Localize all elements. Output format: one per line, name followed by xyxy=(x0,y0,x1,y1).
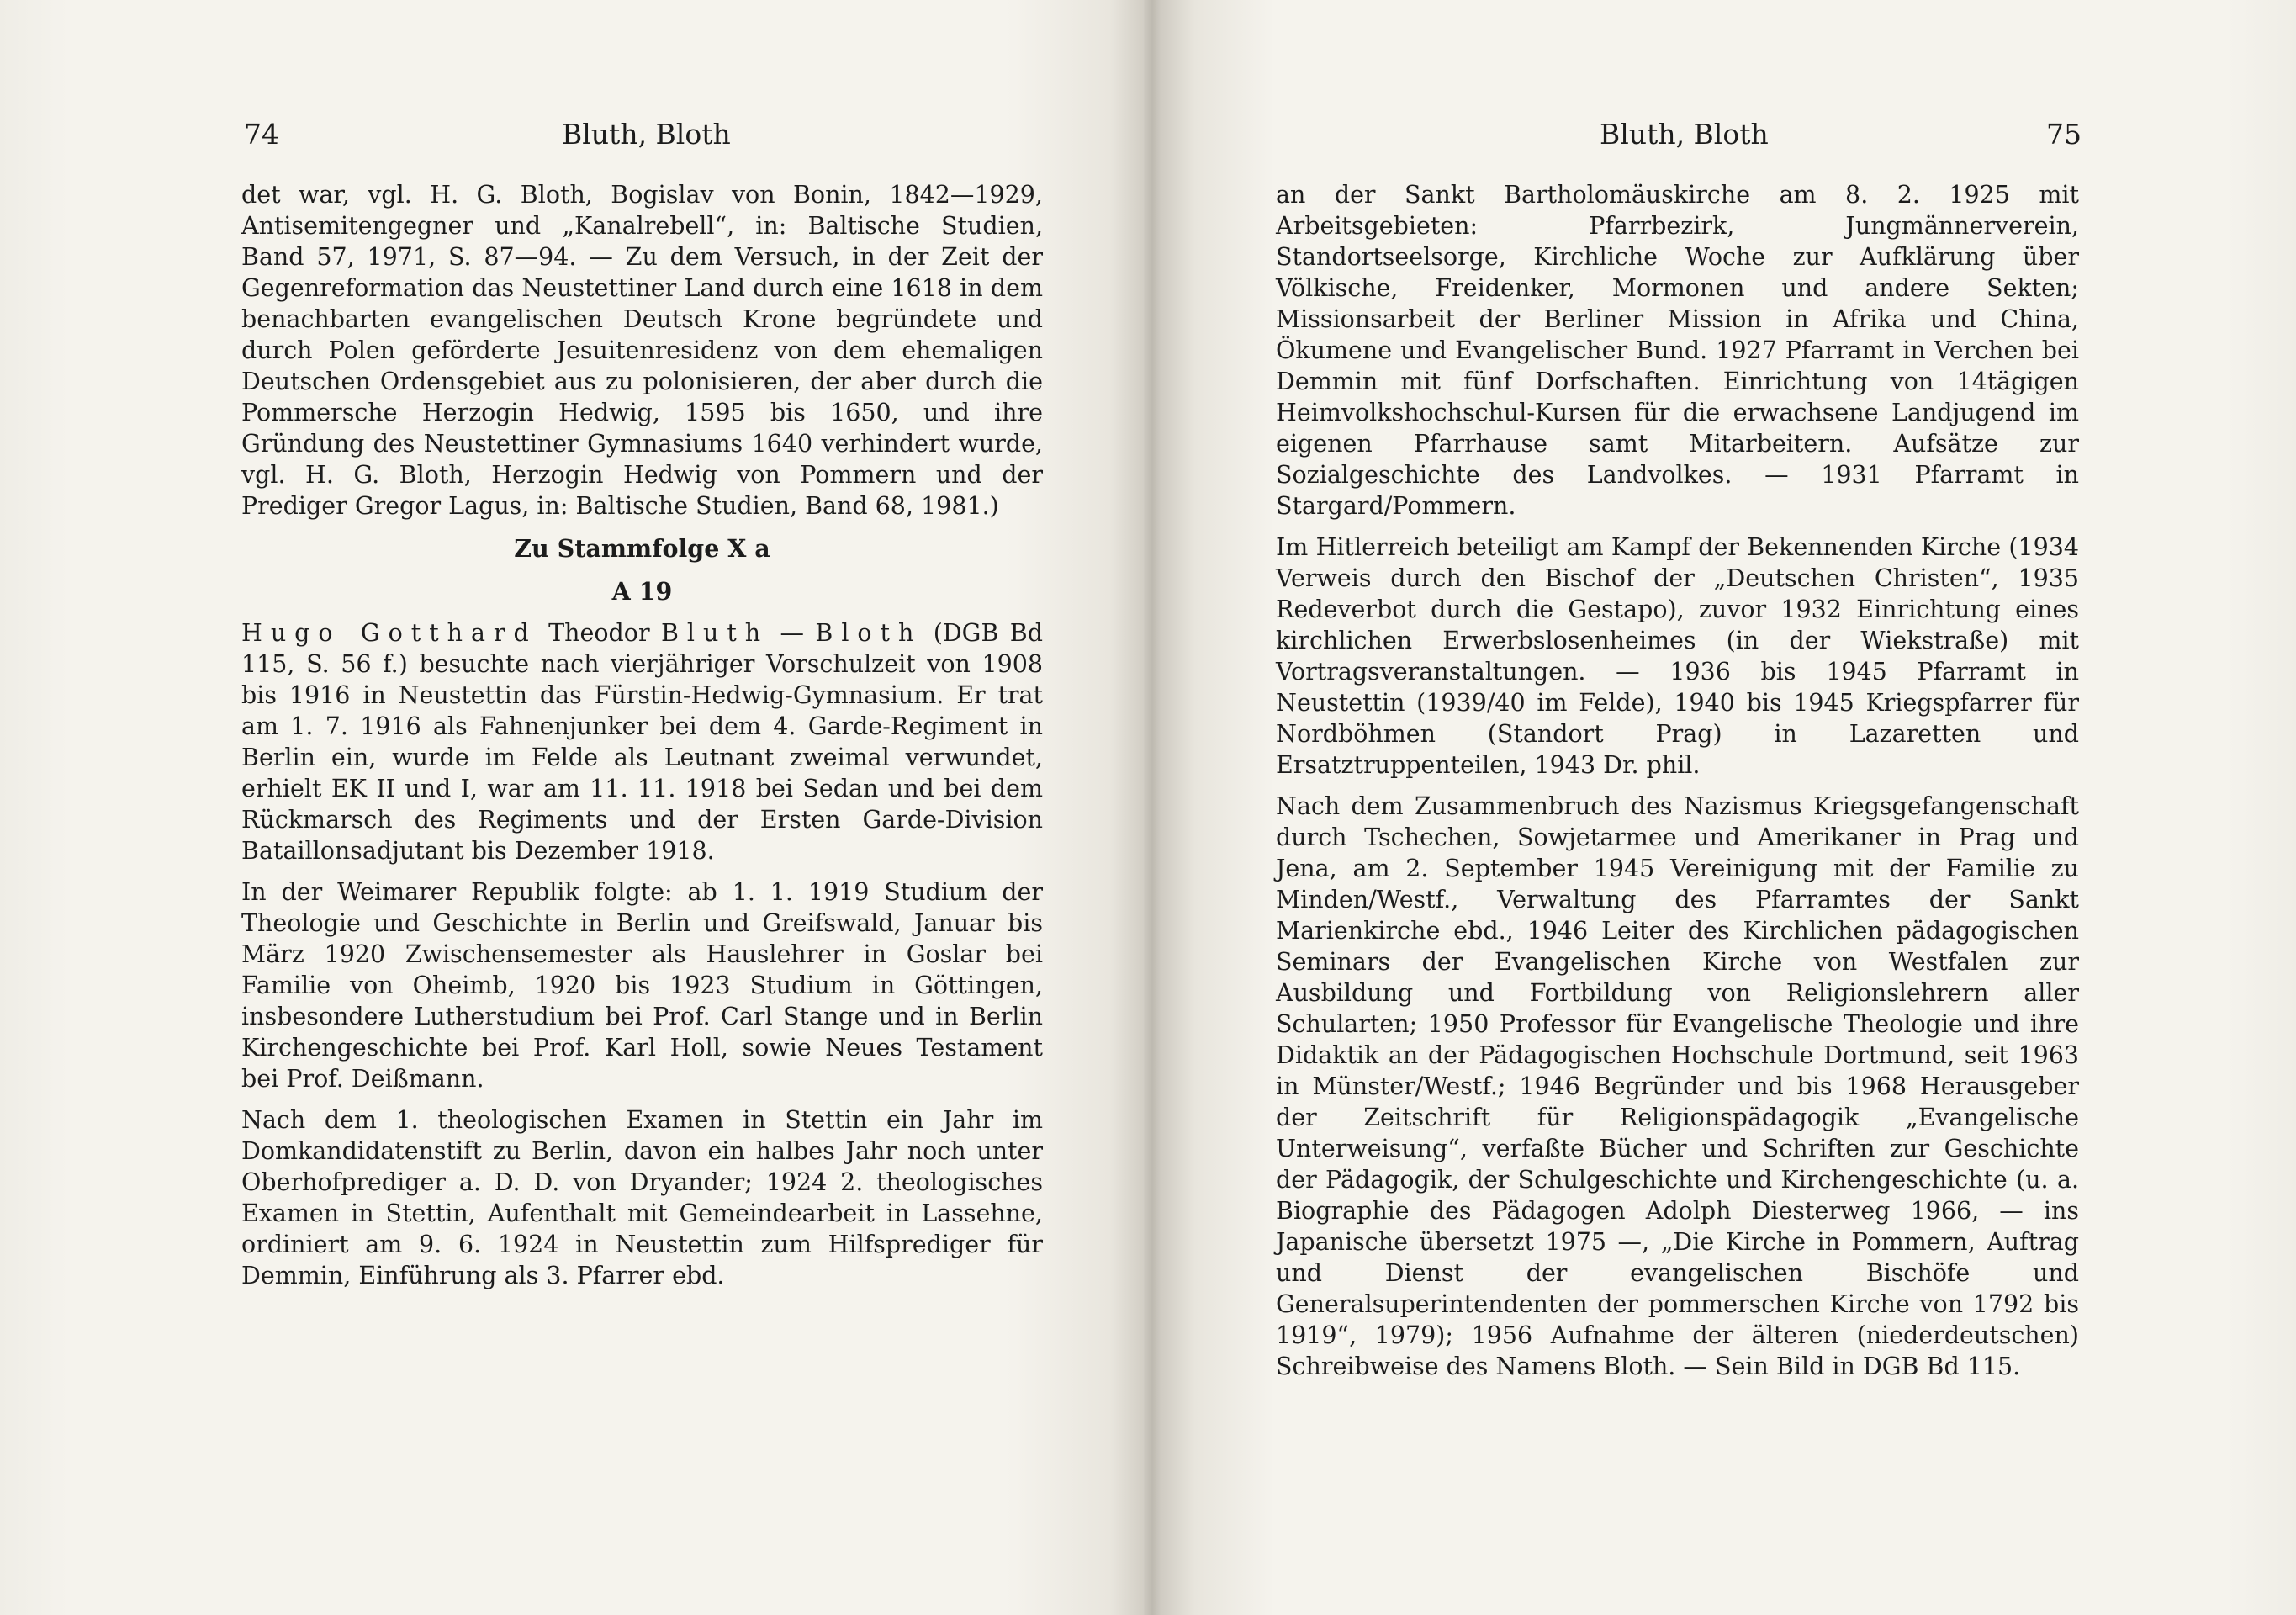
left-page xyxy=(0,0,1144,1615)
subsection-heading: A 19 xyxy=(611,577,673,606)
left-body-text xyxy=(241,179,1043,1301)
right-running-head: Bluth, Bloth xyxy=(1600,118,1769,151)
left-page-number: 74 xyxy=(244,118,279,151)
surname-dash: — xyxy=(769,619,816,647)
paragraph-hugo xyxy=(241,617,1043,866)
person-surname: Bluth xyxy=(660,619,770,647)
book-gutter xyxy=(1144,0,1161,1615)
paragraph-hugo-text: (DGB Bd 115, S. 56 f.) besuchte nach vierjähriger Vorschulzeit von 1908 bis 1916 in Neustettin das Fürstin-Hedwig-Gymnasium. Er trat am 1. 7. 1916 als Fahnenjunker bei dem 4. Garde-Regiment in Berlin ein, wurde im Felde als Leutnant zweimal verwundet, erhielt EK II und I, war am 11. 11. 1918 bei Sedan und bei dem Rückmarsch des Regiments und der Ersten Garde-Division Bataillonsadjutant bis Dezember 1918. xyxy=(241,619,1043,865)
person-name-given: Hugo Gotthard xyxy=(241,619,537,647)
right-body-text xyxy=(1276,179,2079,1392)
left-running-head: Bluth, Bloth xyxy=(562,118,731,151)
paragraph-weimar: In der Weimarer Republik folgte: ab 1. 1. 1919 Studium der Theologie und Geschichte in Berlin und Greifswald, Januar bis März 1920 Zwischensemester als Hauslehrer in Goslar bei Familie von Oheimb, 1920 bis 1923 Studium in Göttingen, insbesondere Lutherstudium bei Prof. Carl Stange und in Berlin Kirchengeschichte bei Prof. Karl Holl, sowie Neues Testament bei Prof. Deißmann. xyxy=(241,878,1043,1093)
paragraph-hitlerreich: Im Hitlerreich beteiligt am Kampf der Bekennenden Kirche (1934 Verweis durch den Bischof der „Deutschen Christen“, 1935 Redeverbot durch die Gestapo), zuvor 1932 Einrichtung eines kirchlichen Erwerbslosenheimes (in der Wiekstraße) mit Vortragsveranstaltungen. — 1936 bis 1945 Pfarramt in Neustettin (1939/40 im Felde), 1940 bis 1945 Kriegspfarrer für Nordböhmen (Standort Prag) in Lazaretten und Ersatztruppenteilen, 1943 Dr. phil. xyxy=(1276,533,2079,779)
right-page-number: 75 xyxy=(2046,118,2082,151)
paragraph-bartholomaus: an der Sankt Bartholomäuskirche am 8. 2. 1925 mit Arbeitsgebieten: Pfarrbezirk, Jungmännerverein, Standortseelsorge, Kirchliche Woche zur Aufklärung über Völkische, Freidenker, Mormonen und andere Sekten; Missionsarbeit der Berliner Mission in Afrika und China, Ökumene und Evangelischer Bund. 1927 Pfarramt in Verchen bei Demmin mit fünf Dorfschaften. Einrichtung von 14tägigen Heimvolkshochschul-Kursen für die erwachsene Landjugend im eigenen Pfarrhause samt Mitarbeitern. Aufsätze zur Sozialgeschichte des Landvolkes. — 1931 Pfarramt in Stargard/Pommern. xyxy=(1276,181,2079,520)
person-name-middle: Theodor xyxy=(537,619,661,647)
section-heading: Zu Stammfolge X a xyxy=(514,534,770,563)
paragraph-nachkrieg: Nach dem Zusammenbruch des Nazismus Kriegsgefangenschaft durch Tschechen, Sowjetarmee und Amerikaner in Prag und Jena, am 2. September 1945 Vereinigung mit der Familie zu Minden/Westf., Verwaltung des Pfarramtes der Sankt Marienkirche ebd., 1946 Leiter des Kirchlichen pädagogischen Seminars der Evangelischen Kirche von Westfalen zur Ausbildung und Fortbildung von Religionslehrern aller Schularten; 1950 Professor für Evangelische Theologie und ihre Didaktik an der Pädagogischen Hochschule Dortmund, seit 1963 in Münster/Westf.; 1946 Begründer und bis 1968 Herausgeber der Zeitschrift für Religionspädagogik „Evangelische Unterweisung“, verfaßte Bücher und Schriften zur Geschichte der Pädagogik, der Schulgeschichte und Kirchengeschichte (u. a. Biographie des Pädagogen Adolph Diesterweg 1966, — ins Japanische übersetzt 1975 —, „Die Kirche in Pommern, Auftrag und Dienst der evangelischen Bischöfe und Generalsuperintendenten der pommerschen Kirche von 1792 bis 1919“, 1979); 1956 Aufnahme der älteren (niederdeutschen) Schreibweise des Namens Bloth. — Sein Bild in DGB Bd 115. xyxy=(1276,792,2079,1380)
paragraph-examen: Nach dem 1. theologischen Examen in Stettin ein Jahr im Domkandidatenstift zu Berlin, davon ein halbes Jahr noch unter Oberhofprediger a. D. D. von Dryander; 1924 2. theologisches Examen in Stettin, Aufenthalt mit Gemeindearbeit in Lassehne, ordiniert am 9. 6. 1924 in Neustettin zum Hilfsprediger für Demmin, Einführung als 3. Pfarrer ebd. xyxy=(241,1106,1043,1289)
paragraph-continued: det war, vgl. H. G. Bloth, Bogislav von Bonin, 1842—1929, Antisemitengegner und „Kanalrebell“, in: Baltische Studien, Band 57, 1971, S. 87—94. — Zu dem Versuch, in der Zeit der Gegenreformation das Neustettiner Land durch eine 1618 in dem benachbarten evangelischen Deutsch Krone begründete und durch Polen geförderte Jesuitenresidenz von dem ehemaligen Deutschen Ordensgebiet aus zu polonisieren, der aber durch die Pommersche Herzogin Hedwig, 1595 bis 1650, und ihre Gründung des Neustettiner Gymnasiums 1640 verhindert wurde, vgl. H. G. Bloth, Herzogin Hedwig von Pommern und der Prediger Gregor Lagus, in: Baltische Studien, Band 68, 1981.) xyxy=(241,181,1043,520)
person-surname-alt: Bloth xyxy=(815,619,923,647)
